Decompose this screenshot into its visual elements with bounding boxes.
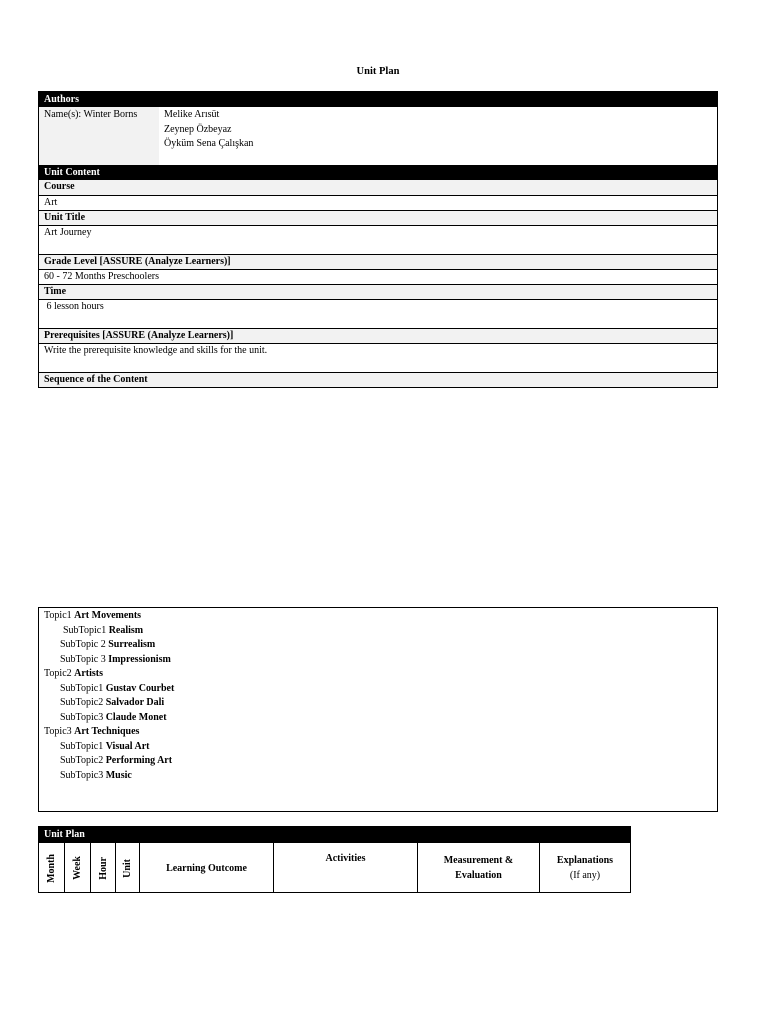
topic-name: Salvador Dali: [105, 697, 165, 708]
topic-prefix: Topic1: [44, 610, 75, 621]
time-label: Time: [39, 284, 717, 299]
subtopic-item: [44, 682, 712, 697]
subtopic-item: [44, 754, 712, 769]
topic-prefix: Topic3: [44, 726, 75, 737]
author-name: Öyküm Sena Çalışkan: [164, 138, 254, 149]
topic-prefix: SubTopic 3: [60, 653, 109, 665]
subtopic-item: [44, 638, 712, 653]
unit-plan-columns: [39, 842, 630, 893]
unit-title-label: Unit Title: [39, 210, 717, 225]
unit-title-value: Art Journey: [39, 225, 717, 254]
topic-item: [44, 667, 712, 682]
column-measurement-evaluation: Measurement & Evaluation: [418, 843, 540, 893]
authors-header: Authors: [39, 92, 717, 107]
unit-content-header: Unit Content: [39, 165, 717, 180]
column-month: Month: [39, 843, 65, 893]
topic-prefix: SubTopic1: [60, 682, 106, 694]
column-week: Week: [65, 843, 91, 893]
topic-name: Music: [105, 769, 132, 781]
topic-name: Visual Art: [105, 740, 150, 752]
subtopic-item: [44, 696, 712, 711]
grade-level-label: Grade Level [ASSURE (Analyze Learners)]: [39, 254, 717, 269]
topic-name: Gustav Courbet: [105, 682, 175, 694]
topic-name: Realism: [108, 624, 144, 636]
time-value: 6 lesson hours: [39, 299, 717, 328]
authors-row: [39, 107, 717, 165]
topic-prefix: SubTopic3: [60, 711, 106, 723]
unit-plan-table: [38, 826, 631, 893]
topic-name: Artists: [74, 668, 104, 679]
topic-prefix: SubTopic3: [60, 769, 106, 781]
course-label: Course: [39, 180, 717, 195]
grade-level-value: 60 - 72 Months Preschoolers: [39, 269, 717, 284]
subtopic-item: [44, 653, 712, 668]
topic-name: Performing Art: [105, 755, 173, 766]
subtopic-item: [44, 711, 712, 726]
topic-name: Claude Monet: [105, 711, 167, 723]
topic-prefix: SubTopic 2: [60, 639, 109, 650]
column-explanations: Explanations (If any): [556, 855, 614, 881]
column-learning-outcome: Learning Outcome: [140, 843, 274, 893]
subtopic-item: [44, 769, 712, 784]
prerequisites-label: Prerequisites [ASSURE (Analyze Learners)]: [39, 328, 717, 343]
prerequisites-value: Write the prerequisite knowledge and skills for the unit.: [39, 343, 717, 372]
authors-names-list: [159, 107, 258, 165]
column-hour: Hour: [91, 843, 116, 893]
course-value: Art: [39, 195, 717, 210]
topic-item: [44, 725, 712, 740]
sequence-list: [39, 608, 717, 784]
topic-prefix: SubTopic2: [60, 697, 106, 708]
subtopic-item: [44, 740, 712, 755]
sequence-label: Sequence of the Content: [39, 372, 717, 387]
topic-prefix: SubTopic1: [63, 624, 109, 636]
topic-name: Impressionism: [108, 653, 171, 665]
topic-prefix: SubTopic1: [60, 740, 106, 752]
topic-name: Surrealism: [108, 639, 156, 650]
unit-info-table: [38, 91, 718, 388]
subtopic-item: [44, 624, 712, 639]
author-name: Melike Arısüt: [164, 109, 220, 120]
author-name: Zeynep Özbeyaz: [164, 123, 232, 135]
topic-name: Art Techniques: [74, 726, 140, 737]
sequence-content-box: [38, 607, 718, 812]
topic-item: [44, 609, 712, 624]
topic-name: Art Movements: [74, 610, 142, 621]
column-unit: Unit: [116, 843, 140, 893]
topic-prefix: Topic2: [44, 668, 75, 679]
authors-names-label: Name(s): Winter Borns: [39, 107, 159, 165]
column-activities: Activities: [274, 843, 418, 893]
topic-prefix: SubTopic2: [60, 755, 106, 766]
page-title: Unit Plan: [356, 66, 400, 77]
unit-plan-header: Unit Plan: [39, 827, 630, 842]
